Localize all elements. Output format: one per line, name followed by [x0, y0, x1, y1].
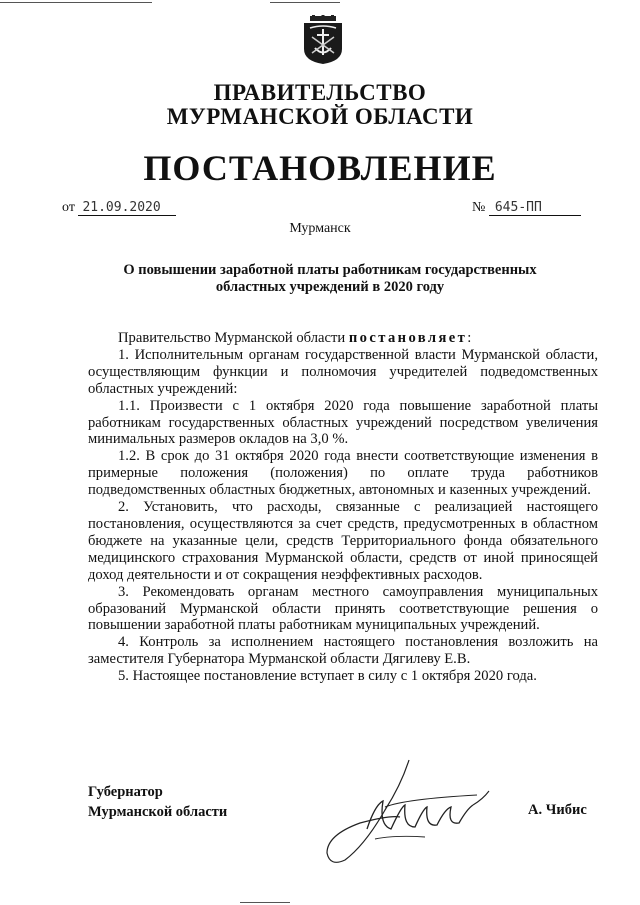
paragraph-1-1: 1.1. Произвести с 1 октября 2020 года повышение заработной платы работникам государственных областных учреждений посредством увеличения минимальных размеров окладов на 3,0 %.: [88, 397, 598, 448]
signer-position: [88, 782, 227, 822]
document-number: [472, 200, 581, 216]
org-title-line-1: ПРАВИТЕЛЬСТВО: [213, 80, 427, 105]
paragraph-2: 2. Установить, что расходы, связанные с реализацией настоящего постановления, осуществляются за счет средств, предусмотренных в областном бюджете на указанные цели, средств Территориального фонда обязательного медицинского страхования Мурманской области, средств от иной приносящей доход деятельности и от сокращения неэффективных расходов.: [88, 499, 598, 583]
paragraph-1: 1. Исполнительным органам государственной власти Мурманской области, осуществляющим функции и полномочия учредителей подведомственных областных учреждений:: [88, 346, 598, 397]
paragraph-5: 5. Настоящее постановление вступает в силу с 1 октября 2020 года.: [118, 668, 537, 685]
document-subject: [90, 262, 570, 296]
document-body: [88, 330, 598, 685]
city-name: Мурманск: [289, 221, 351, 236]
scan-artifact-line: [240, 902, 290, 903]
preamble-decree-word: постановляет: [348, 330, 468, 346]
subject-line-2: областных учреждений в 2020 году: [215, 279, 445, 295]
paragraph-3: 3. Рекомендовать органам местного самоуправления муниципальных образований Мурманской области принять соответствующие решения о повышении заработной платы работникам муниципальных учреждений.: [88, 583, 598, 634]
signer-name: А. Чибис: [528, 802, 587, 818]
scan-artifact-line: [270, 2, 340, 3]
preamble-start: Правительство Мурманской области: [118, 330, 349, 346]
document-type-title: ПОСТАНОВЛЕНИЕ: [143, 148, 497, 188]
preamble: [88, 330, 598, 347]
number-value: 645-ПП: [489, 200, 581, 216]
number-prefix: №: [472, 200, 486, 215]
preamble-end: :: [467, 330, 472, 346]
murmansk-coat-of-arms-icon: [300, 15, 346, 65]
date-value: 21.09.2020: [78, 200, 176, 216]
document-date: [62, 200, 176, 216]
handwritten-signature: [305, 755, 505, 875]
signer-position-line-1: Губернатор: [88, 784, 163, 800]
paragraph-1-2: 1.2. В срок до 31 октября 2020 года внести соответствующие изменения в примерные положения (положения) по оплате труда работников подведомственных областных бюджетных, автономных и казенных учреждений.: [88, 448, 598, 499]
paragraph-4: 4. Контроль за исполнением настоящего постановления возложить на заместителя Губернатора Мурманской области Дягилеву Е.В.: [88, 634, 598, 668]
org-title-line-2: МУРМАНСКОЙ ОБЛАСТИ: [166, 104, 474, 129]
scan-artifact-line: [0, 2, 152, 3]
signer-position-line-2: Мурманской области: [88, 804, 228, 820]
date-prefix: от: [62, 200, 75, 215]
subject-line-1: О повышении заработной платы работникам государственных: [123, 262, 537, 278]
